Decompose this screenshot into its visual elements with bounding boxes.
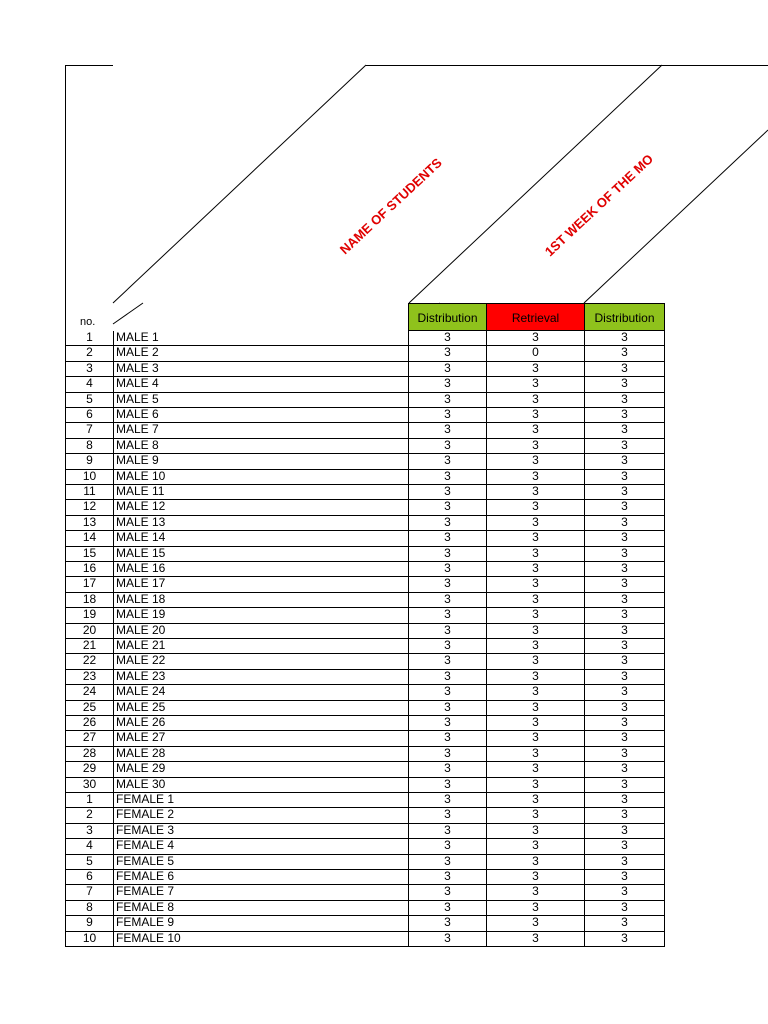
student-name-cell: MALE 29 [113,762,408,777]
student-name-cell: MALE 4 [113,377,408,392]
distribution-2-value-cell: 3 [584,408,665,423]
distribution-value-cell: 3 [408,562,486,577]
row-number-cell: 3 [65,362,113,377]
retrieval-value-cell: 3 [486,670,584,685]
distribution-2-value-cell: 3 [584,423,665,438]
table-row [65,670,665,685]
distribution-2-value-cell: 3 [584,516,665,531]
table-row [65,639,665,654]
retrieval-value-cell: 3 [486,916,584,931]
row-number-cell: 4 [65,839,113,854]
distribution-value-cell: 3 [408,855,486,870]
student-name-cell: MALE 22 [113,654,408,669]
table-row [65,393,665,408]
retrieval-value-cell: 3 [486,824,584,839]
student-name-cell: MALE 17 [113,577,408,592]
student-name-cell: MALE 1 [113,331,408,346]
student-name-cell: FEMALE 3 [113,824,408,839]
row-number-cell: 10 [65,470,113,485]
distribution-2-value-cell: 3 [584,885,665,900]
row-number-cell: 22 [65,654,113,669]
retrieval-value-cell: 3 [486,808,584,823]
retrieval-value-cell: 3 [486,932,584,947]
distribution-2-value-cell: 3 [584,839,665,854]
table-row [65,762,665,777]
retrieval-value-cell: 3 [486,885,584,900]
retrieval-value-cell: 3 [486,547,584,562]
table-row [65,901,665,916]
distribution-value-cell: 3 [408,778,486,793]
distribution-2-value-cell: 3 [584,778,665,793]
row-number-cell: 1 [65,331,113,346]
student-name-cell: MALE 27 [113,731,408,746]
distribution-2-value-cell: 3 [584,577,665,592]
distribution-2-value-cell: 3 [584,824,665,839]
column-header-retrieval: Retrieval [486,303,585,331]
student-name-cell: FEMALE 8 [113,901,408,916]
student-name-cell: MALE 19 [113,608,408,623]
table-row [65,731,665,746]
retrieval-value-cell: 3 [486,408,584,423]
retrieval-value-cell: 3 [486,793,584,808]
distribution-value-cell: 3 [408,824,486,839]
distribution-value-cell: 3 [408,716,486,731]
distribution-value-cell: 3 [408,654,486,669]
distribution-value-cell: 3 [408,362,486,377]
distribution-2-value-cell: 3 [584,562,665,577]
row-number-cell: 21 [65,639,113,654]
distribution-2-value-cell: 3 [584,470,665,485]
table-row [65,808,665,823]
row-number-cell: 9 [65,916,113,931]
retrieval-value-cell: 3 [486,639,584,654]
distribution-value-cell: 3 [408,500,486,515]
distribution-2-value-cell: 3 [584,808,665,823]
table-row [65,855,665,870]
row-number-cell: 17 [65,577,113,592]
table-row [65,485,665,500]
row-number-cell: 29 [65,762,113,777]
retrieval-value-cell: 3 [486,870,584,885]
distribution-2-value-cell: 3 [584,439,665,454]
retrieval-value-cell: 3 [486,701,584,716]
student-name-cell: FEMALE 2 [113,808,408,823]
row-number-cell: 25 [65,701,113,716]
row-number-cell: 5 [65,855,113,870]
student-name-cell: FEMALE 9 [113,916,408,931]
distribution-value-cell: 3 [408,577,486,592]
distribution-value-cell: 3 [408,839,486,854]
distribution-2-value-cell: 3 [584,701,665,716]
table-row [65,747,665,762]
table-row [65,408,665,423]
student-name-cell: MALE 23 [113,670,408,685]
row-number-cell: 15 [65,547,113,562]
retrieval-value-cell: 3 [486,654,584,669]
distribution-value-cell: 3 [408,393,486,408]
student-name-cell: MALE 26 [113,716,408,731]
table-row [65,423,665,438]
row-number-cell: 23 [65,670,113,685]
row-number-cell: 2 [65,808,113,823]
distribution-2-value-cell: 3 [584,870,665,885]
student-name-cell: FEMALE 1 [113,793,408,808]
distribution-value-cell: 3 [408,439,486,454]
distribution-value-cell: 3 [408,423,486,438]
distribution-value-cell: 3 [408,685,486,700]
distribution-value-cell: 3 [408,731,486,746]
table-row [65,562,665,577]
distribution-2-value-cell: 3 [584,393,665,408]
distribution-2-value-cell: 3 [584,716,665,731]
table-row [65,608,665,623]
student-name-cell: MALE 11 [113,485,408,500]
distribution-value-cell: 3 [408,885,486,900]
retrieval-value-cell: 3 [486,855,584,870]
table-row [65,500,665,515]
retrieval-value-cell: 3 [486,439,584,454]
table-row [65,547,665,562]
distribution-2-value-cell: 3 [584,331,665,346]
row-number-cell: 19 [65,608,113,623]
table-row [65,685,665,700]
row-number-cell: 3 [65,824,113,839]
distribution-value-cell: 3 [408,916,486,931]
table-row [65,701,665,716]
retrieval-value-cell: 3 [486,362,584,377]
student-name-cell: MALE 16 [113,562,408,577]
student-name-cell: MALE 10 [113,470,408,485]
table-row [65,331,665,346]
student-name-cell: MALE 30 [113,778,408,793]
distribution-2-value-cell: 3 [584,747,665,762]
distribution-2-value-cell: 3 [584,670,665,685]
retrieval-value-cell: 0 [486,346,584,361]
row-number-cell: 2 [65,346,113,361]
table-row [65,531,665,546]
row-number-cell: 11 [65,485,113,500]
row-number-cell: 5 [65,393,113,408]
table-row [65,439,665,454]
distribution-value-cell: 3 [408,377,486,392]
distribution-value-cell: 3 [408,547,486,562]
row-number-cell: 8 [65,901,113,916]
row-number-cell: 13 [65,516,113,531]
distribution-2-value-cell: 3 [584,485,665,500]
distribution-2-value-cell: 3 [584,377,665,392]
retrieval-value-cell: 3 [486,500,584,515]
row-number-cell: 30 [65,778,113,793]
retrieval-value-cell: 3 [486,839,584,854]
distribution-value-cell: 3 [408,932,486,947]
distribution-2-value-cell: 3 [584,500,665,515]
diagonal-header [0,0,768,332]
table-row [65,793,665,808]
column-header-distribution-2: Distribution [584,303,665,331]
distribution-value-cell: 3 [408,762,486,777]
row-number-cell: 6 [65,408,113,423]
table-row [65,346,665,361]
distribution-value-cell: 3 [408,531,486,546]
distribution-2-value-cell: 3 [584,531,665,546]
row-number-cell: 14 [65,531,113,546]
retrieval-value-cell: 3 [486,516,584,531]
retrieval-value-cell: 3 [486,377,584,392]
distribution-2-value-cell: 3 [584,855,665,870]
retrieval-value-cell: 3 [486,593,584,608]
distribution-2-value-cell: 3 [584,608,665,623]
student-name-cell: MALE 6 [113,408,408,423]
row-number-cell: 16 [65,562,113,577]
retrieval-value-cell: 3 [486,577,584,592]
retrieval-value-cell: 3 [486,762,584,777]
retrieval-value-cell: 3 [486,716,584,731]
table-row [65,870,665,885]
name-of-students-header: NAME OF STUDENTS [336,155,445,258]
distribution-value-cell: 3 [408,346,486,361]
row-number-cell: 7 [65,423,113,438]
retrieval-value-cell: 3 [486,901,584,916]
student-name-cell: MALE 24 [113,685,408,700]
student-name-cell: MALE 7 [113,423,408,438]
distribution-value-cell: 3 [408,470,486,485]
student-name-cell: MALE 21 [113,639,408,654]
distribution-2-value-cell: 3 [584,932,665,947]
student-name-cell: MALE 8 [113,439,408,454]
distribution-value-cell: 3 [408,793,486,808]
table-row [65,778,665,793]
distribution-2-value-cell: 3 [584,762,665,777]
distribution-2-value-cell: 3 [584,362,665,377]
distribution-value-cell: 3 [408,331,486,346]
retrieval-value-cell: 3 [486,778,584,793]
student-name-cell: MALE 28 [113,747,408,762]
distribution-2-value-cell: 3 [584,654,665,669]
table-row [65,577,665,592]
row-number-cell: 18 [65,593,113,608]
distribution-value-cell: 3 [408,408,486,423]
distribution-2-value-cell: 3 [584,624,665,639]
student-name-cell: MALE 3 [113,362,408,377]
table-row [65,454,665,469]
retrieval-value-cell: 3 [486,531,584,546]
distribution-value-cell: 3 [408,593,486,608]
row-number-cell: 7 [65,885,113,900]
table-row [65,716,665,731]
student-name-cell: FEMALE 7 [113,885,408,900]
distribution-2-value-cell: 3 [584,454,665,469]
distribution-value-cell: 3 [408,624,486,639]
table-row [65,654,665,669]
distribution-2-value-cell: 3 [584,547,665,562]
retrieval-value-cell: 3 [486,393,584,408]
row-number-cell: 9 [65,454,113,469]
table-row [65,377,665,392]
column-header-distribution-1: Distribution [408,303,487,331]
distribution-value-cell: 3 [408,639,486,654]
distribution-2-value-cell: 3 [584,346,665,361]
distribution-2-value-cell: 3 [584,793,665,808]
retrieval-value-cell: 3 [486,454,584,469]
student-name-cell: FEMALE 5 [113,855,408,870]
row-number-cell: 26 [65,716,113,731]
distribution-2-value-cell: 3 [584,593,665,608]
distribution-value-cell: 3 [408,454,486,469]
row-number-cell: 10 [65,932,113,947]
retrieval-value-cell: 3 [486,470,584,485]
week-header: 1ST WEEK OF THE MO [541,151,657,260]
no-column-label: no. [80,316,96,328]
table-row [65,362,665,377]
distribution-2-value-cell: 3 [584,731,665,746]
row-number-cell: 27 [65,731,113,746]
distribution-2-value-cell: 3 [584,901,665,916]
student-name-cell: MALE 12 [113,500,408,515]
row-number-cell: 20 [65,624,113,639]
row-number-cell: 6 [65,870,113,885]
distribution-value-cell: 3 [408,608,486,623]
student-name-cell: MALE 14 [113,531,408,546]
student-name-cell: MALE 15 [113,547,408,562]
table-row [65,470,665,485]
slash-mark-name [113,303,143,324]
retrieval-value-cell: 3 [486,485,584,500]
table-row [65,624,665,639]
student-name-cell: FEMALE 4 [113,839,408,854]
distribution-value-cell: 3 [408,747,486,762]
diagonal-line-1 [113,65,366,303]
row-number-cell: 1 [65,793,113,808]
row-number-cell: 4 [65,377,113,392]
retrieval-value-cell: 3 [486,731,584,746]
row-number-cell: 28 [65,747,113,762]
diagonal-line-3 [584,130,768,303]
table-row [65,593,665,608]
distribution-2-value-cell: 3 [584,639,665,654]
retrieval-value-cell: 3 [486,685,584,700]
distribution-value-cell: 3 [408,901,486,916]
student-name-cell: MALE 18 [113,593,408,608]
retrieval-value-cell: 3 [486,624,584,639]
table-row [65,516,665,531]
distribution-value-cell: 3 [408,808,486,823]
student-name-cell: MALE 20 [113,624,408,639]
student-name-cell: MALE 2 [113,346,408,361]
student-name-cell: FEMALE 6 [113,870,408,885]
row-number-cell: 24 [65,685,113,700]
distribution-value-cell: 3 [408,701,486,716]
student-name-cell: MALE 5 [113,393,408,408]
row-number-cell: 8 [65,439,113,454]
distribution-2-value-cell: 3 [584,685,665,700]
row-number-cell: 12 [65,500,113,515]
distribution-value-cell: 3 [408,485,486,500]
table-row [65,885,665,900]
retrieval-value-cell: 3 [486,423,584,438]
distribution-value-cell: 3 [408,670,486,685]
retrieval-value-cell: 3 [486,608,584,623]
retrieval-value-cell: 3 [486,747,584,762]
retrieval-value-cell: 3 [486,331,584,346]
student-name-cell: FEMALE 10 [113,932,408,947]
student-name-cell: MALE 9 [113,454,408,469]
distribution-2-value-cell: 3 [584,916,665,931]
distribution-value-cell: 3 [408,870,486,885]
table-row [65,916,665,931]
table-row [65,824,665,839]
table-row [65,839,665,854]
retrieval-value-cell: 3 [486,562,584,577]
table-row [65,932,665,947]
student-name-cell: MALE 25 [113,701,408,716]
student-name-cell: MALE 13 [113,516,408,531]
distribution-value-cell: 3 [408,516,486,531]
